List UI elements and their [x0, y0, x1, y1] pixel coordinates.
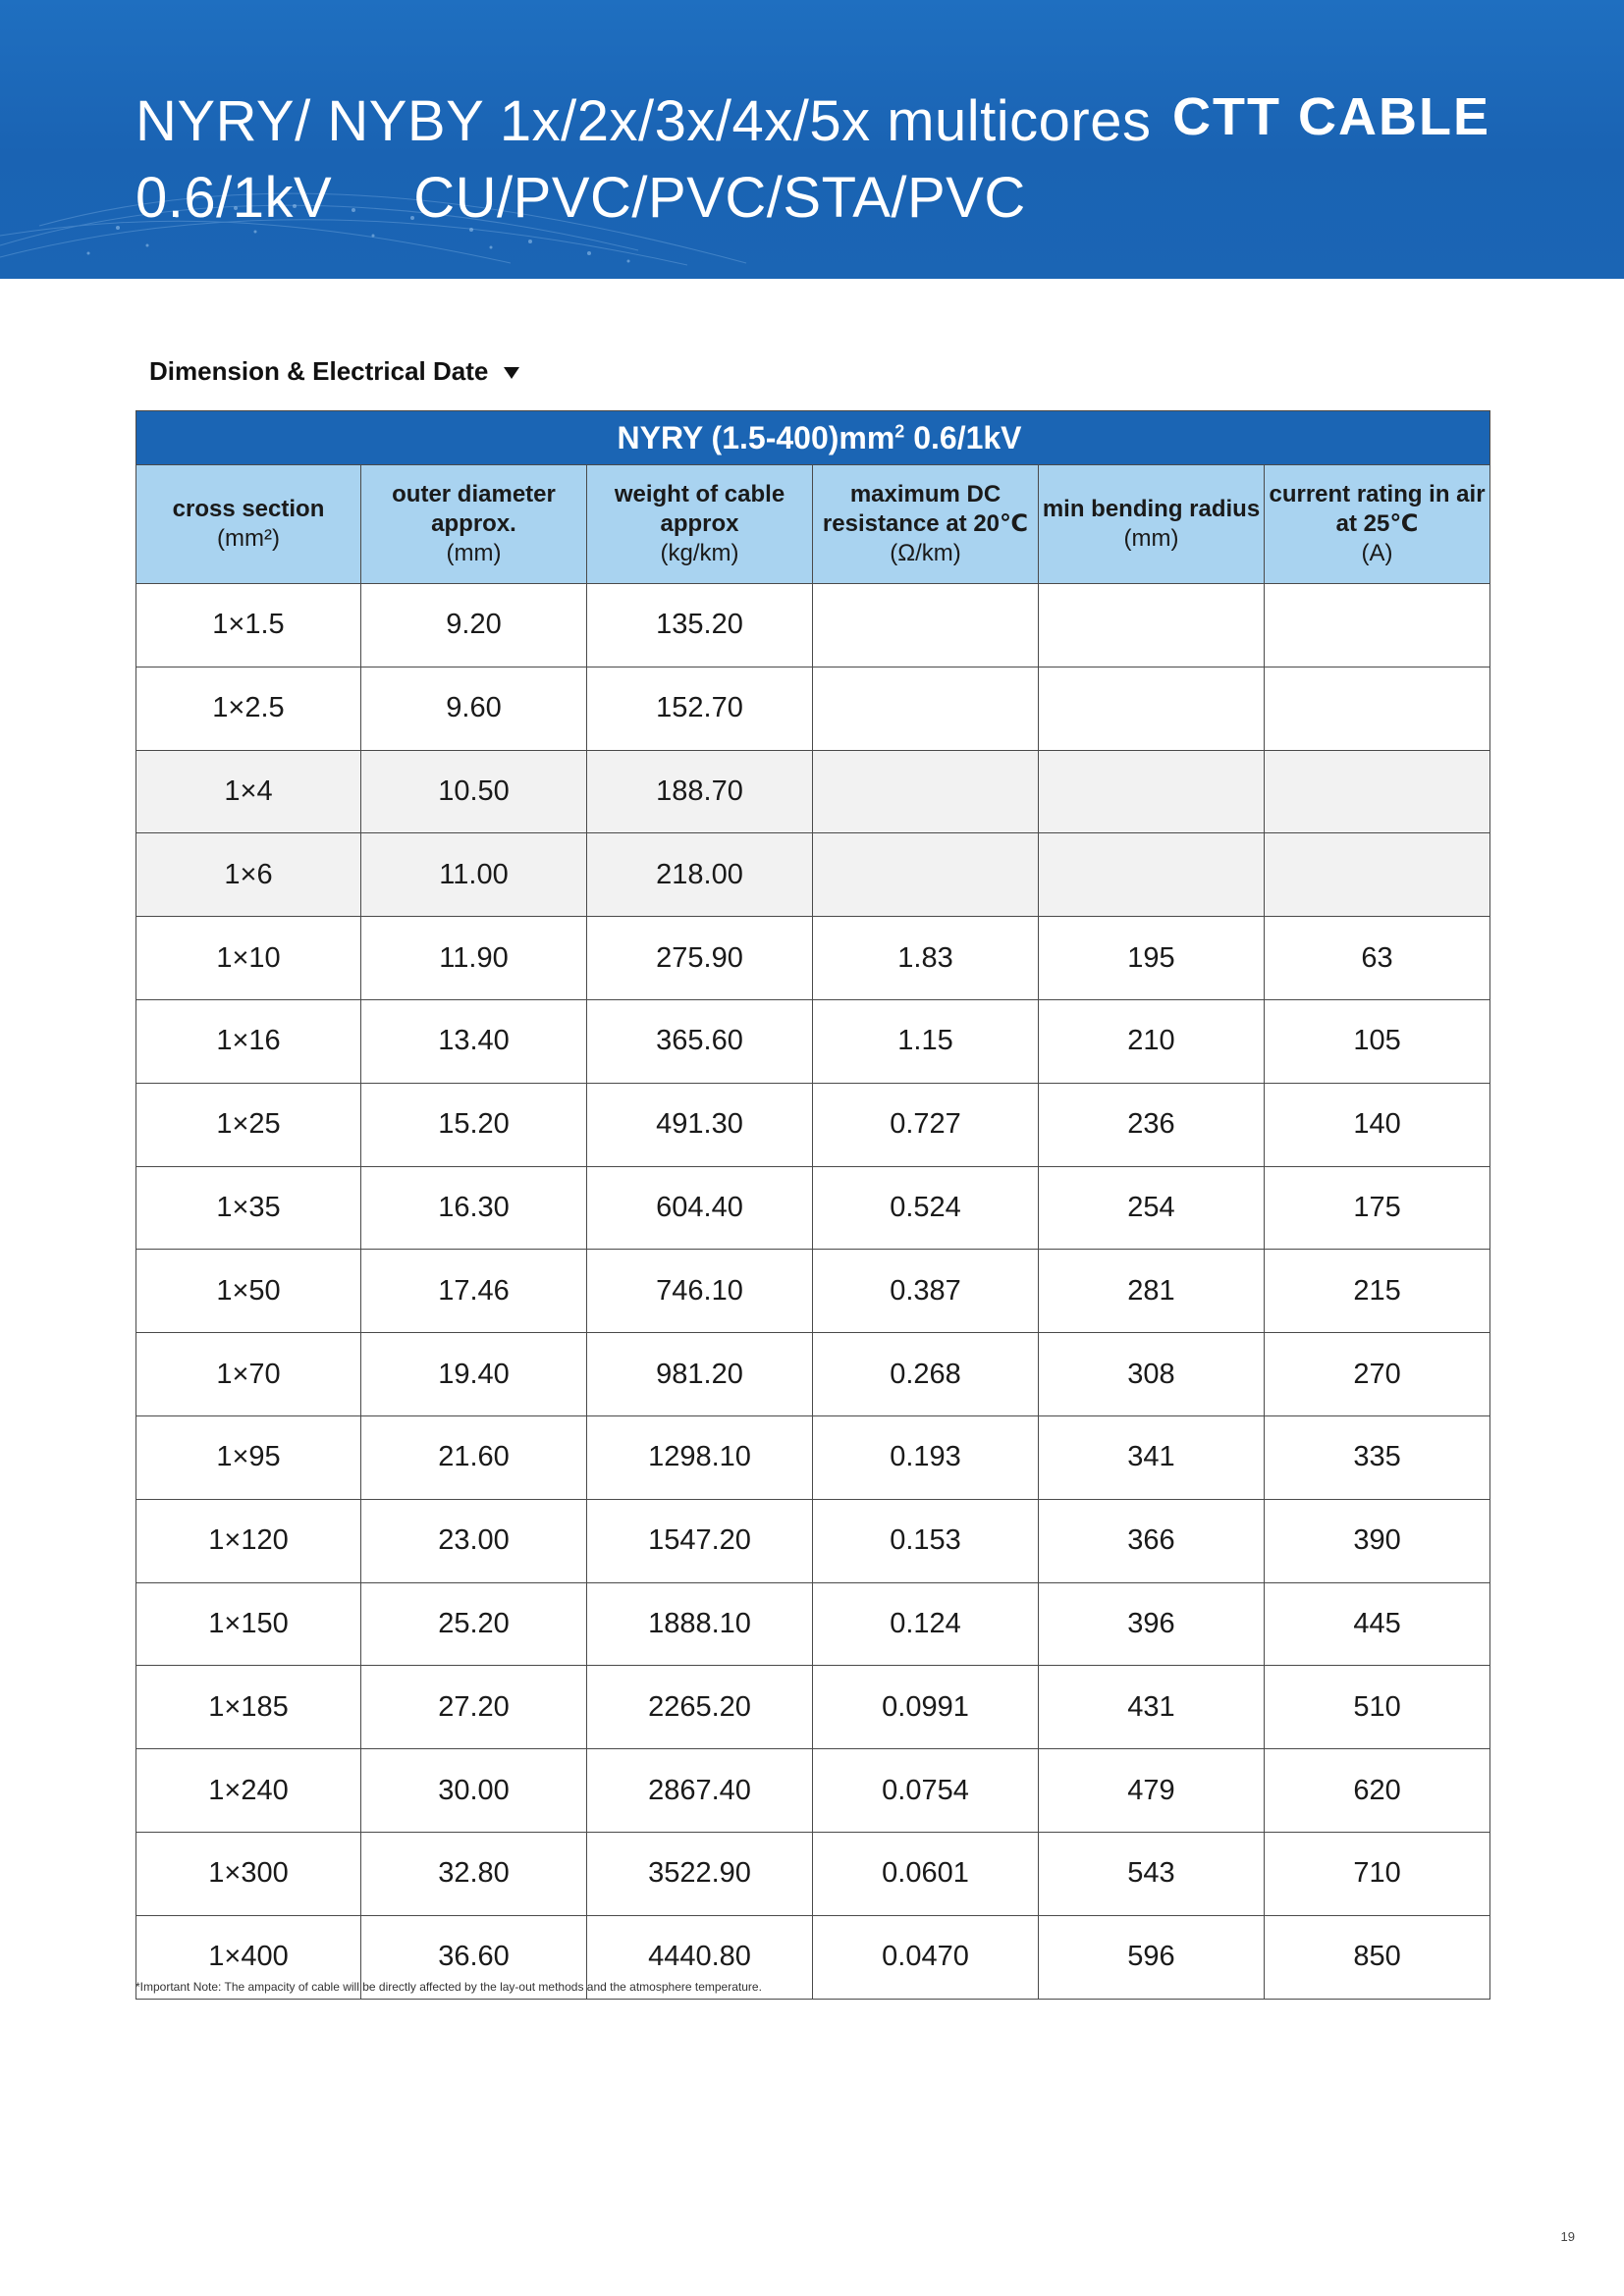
table-body [136, 584, 1490, 2000]
table-cell: 140 [1265, 1083, 1490, 1166]
table-cell: 543 [1039, 1832, 1265, 1915]
table-row [136, 1415, 1490, 1499]
table-cell: 32.80 [361, 1832, 587, 1915]
table-cell [813, 833, 1039, 917]
table-cell: 0.387 [813, 1250, 1039, 1333]
table-row [136, 750, 1490, 833]
table-cell: 21.60 [361, 1415, 587, 1499]
table-cell: 195 [1039, 917, 1265, 1000]
table-row [136, 1166, 1490, 1250]
table-row [136, 1250, 1490, 1333]
table-cell: 9.20 [361, 584, 587, 667]
table-row [136, 1582, 1490, 1666]
table-cell: 16.30 [361, 1166, 587, 1250]
table-cell: 275.90 [587, 917, 813, 1000]
column-header-unit: (mm) [1123, 525, 1179, 552]
table-cell: 1×50 [136, 1250, 361, 1333]
table-cell: 850 [1265, 1915, 1490, 1999]
table-cell: 0.153 [813, 1499, 1039, 1582]
table-cell: 13.40 [361, 999, 587, 1083]
table-cell: 1×1.5 [136, 584, 361, 667]
table-cell: 1×300 [136, 1832, 361, 1915]
table-cell [813, 584, 1039, 667]
table-row [136, 1832, 1490, 1915]
table-cell: 596 [1039, 1915, 1265, 1999]
table-cell: 1298.10 [587, 1415, 813, 1499]
table-cell: 0.268 [813, 1333, 1039, 1416]
table-cell [1265, 833, 1490, 917]
table-cell: 1×240 [136, 1749, 361, 1833]
column-header [587, 465, 813, 584]
column-header-unit: (Ω/km) [890, 540, 961, 566]
table-cell: 1×4 [136, 750, 361, 833]
table-caption: NYRY $(1.5-400)mm^2$ 0.6/1kV [136, 411, 1490, 465]
table-cell [813, 750, 1039, 833]
table-cell: 1×185 [136, 1666, 361, 1749]
table-cell: 4440.80 [587, 1915, 813, 1999]
table-cell: 341 [1039, 1415, 1265, 1499]
table-cell [1039, 667, 1265, 750]
table-cell: 23.00 [361, 1499, 587, 1582]
table-cell: 2867.40 [587, 1749, 813, 1833]
table-cell: 1×150 [136, 1582, 361, 1666]
table-cell [1039, 584, 1265, 667]
column-header-title: outer diameter approx. [392, 481, 556, 537]
table-caption-row [136, 411, 1490, 465]
table-cell: 188.70 [587, 750, 813, 833]
table-cell: 1888.10 [587, 1582, 813, 1666]
column-header-unit: (mm²) [217, 525, 280, 552]
table-row [136, 917, 1490, 1000]
table-cell: 236 [1039, 1083, 1265, 1166]
table-cell: 0.0470 [813, 1915, 1039, 1999]
brand-logo: CTT CABLE [1172, 87, 1490, 146]
table-cell: 746.10 [587, 1250, 813, 1333]
table-row [136, 584, 1490, 667]
table-cell: 15.20 [361, 1083, 587, 1166]
table-cell: 335 [1265, 1415, 1490, 1499]
column-header-unit: (mm) [446, 540, 502, 566]
table-row [136, 1499, 1490, 1582]
table-cell: 1×70 [136, 1333, 361, 1416]
table-cell: 11.00 [361, 833, 587, 917]
table-cell [1265, 750, 1490, 833]
table-cell [1039, 750, 1265, 833]
table-cell: 396 [1039, 1582, 1265, 1666]
table-cell: 0.0754 [813, 1749, 1039, 1833]
table-cell: 270 [1265, 1333, 1490, 1416]
column-header-unit: (A) [1361, 540, 1393, 566]
table-cell: 1547.20 [587, 1499, 813, 1582]
table-cell: 0.0601 [813, 1832, 1039, 1915]
column-header-unit: (kg/km) [660, 540, 739, 566]
table-cell: 30.00 [361, 1749, 587, 1833]
table-cell: 1×16 [136, 999, 361, 1083]
table-cell: 0.0991 [813, 1666, 1039, 1749]
column-header [1039, 465, 1265, 584]
table-cell: 135.20 [587, 584, 813, 667]
table-cell: 510 [1265, 1666, 1490, 1749]
table-cell: 479 [1039, 1749, 1265, 1833]
table-cell [1265, 667, 1490, 750]
table-row [136, 1666, 1490, 1749]
table-cell [1265, 584, 1490, 667]
table-cell: 210 [1039, 999, 1265, 1083]
table-row [136, 999, 1490, 1083]
table-cell: 63 [1265, 917, 1490, 1000]
table-cell: 1×400 [136, 1915, 361, 1999]
table-cell: 175 [1265, 1166, 1490, 1250]
table-cell: 1×2.5 [136, 667, 361, 750]
table-cell: 491.30 [587, 1083, 813, 1166]
table-cell: 36.60 [361, 1915, 587, 1999]
table-cell: 9.60 [361, 667, 587, 750]
table-cell: 981.20 [587, 1333, 813, 1416]
table-cell: 366 [1039, 1499, 1265, 1582]
spec-table [135, 410, 1490, 2000]
table-cell: 1×120 [136, 1499, 361, 1582]
column-header-title: weight of cable approx [614, 481, 785, 537]
table-cell: 25.20 [361, 1582, 587, 1666]
page-title-line-2: 0.6/1kV CU/PVC/PVC/STA/PVC [135, 166, 1026, 230]
table-cell: 17.46 [361, 1250, 587, 1333]
table-cell: 105 [1265, 999, 1490, 1083]
table-cell: 152.70 [587, 667, 813, 750]
column-header-title: min bending radius [1042, 496, 1261, 522]
page-number: 19 [1560, 2229, 1575, 2244]
header-banner [0, 0, 1624, 279]
section-heading-text: Dimension & Electrical Date [149, 356, 489, 386]
table-cell: 1.83 [813, 917, 1039, 1000]
section-heading [149, 356, 519, 387]
table-cell: 1×6 [136, 833, 361, 917]
table-row [136, 1083, 1490, 1166]
column-header-title: current rating in air at 25℃ [1269, 481, 1486, 537]
table-cell: 2265.20 [587, 1666, 813, 1749]
table-row [136, 833, 1490, 917]
table-cell: 1×95 [136, 1415, 361, 1499]
table-cell: 445 [1265, 1582, 1490, 1666]
triangle-down-icon [504, 367, 519, 379]
table-cell: 1×35 [136, 1166, 361, 1250]
column-header-title: cross section [172, 496, 325, 522]
table-cell: 0.524 [813, 1166, 1039, 1250]
table-cell: 3522.90 [587, 1832, 813, 1915]
column-header [136, 465, 361, 584]
table-cell: 0.193 [813, 1415, 1039, 1499]
table-cell [1039, 833, 1265, 917]
table-cell [813, 667, 1039, 750]
table-cell: 390 [1265, 1499, 1490, 1582]
table-cell: 218.00 [587, 833, 813, 917]
table-cell: 215 [1265, 1250, 1490, 1333]
table-cell: 1×10 [136, 917, 361, 1000]
table-cell: 710 [1265, 1832, 1490, 1915]
table-row [136, 667, 1490, 750]
table-cell: 365.60 [587, 999, 813, 1083]
page-title-line-1: NYRY/ NYBY 1x/2x/3x/4x/5x multicores [135, 89, 1152, 153]
table-cell: 281 [1039, 1250, 1265, 1333]
table-cell: 27.20 [361, 1666, 587, 1749]
footnote: *Important Note: The ampacity of cable will be directly affected by the lay-out methods and the atmosphere temperature. [135, 1980, 762, 1994]
table-cell: 1×25 [136, 1083, 361, 1166]
table-cell: 0.727 [813, 1083, 1039, 1166]
column-header [813, 465, 1039, 584]
table-cell: 308 [1039, 1333, 1265, 1416]
column-header [1265, 465, 1490, 584]
column-header-row [136, 465, 1490, 584]
table-cell: 431 [1039, 1666, 1265, 1749]
table-cell: 620 [1265, 1749, 1490, 1833]
column-header-title: maximum DC resistance at 20℃ [822, 481, 1029, 537]
table-row [136, 1749, 1490, 1833]
table-cell: 1.15 [813, 999, 1039, 1083]
table-cell: 11.90 [361, 917, 587, 1000]
table-cell: 0.124 [813, 1582, 1039, 1666]
table-cell: 19.40 [361, 1333, 587, 1416]
table-cell: 254 [1039, 1166, 1265, 1250]
table-cell: 604.40 [587, 1166, 813, 1250]
table-row [136, 1333, 1490, 1416]
table-cell: 10.50 [361, 750, 587, 833]
column-header [361, 465, 587, 584]
